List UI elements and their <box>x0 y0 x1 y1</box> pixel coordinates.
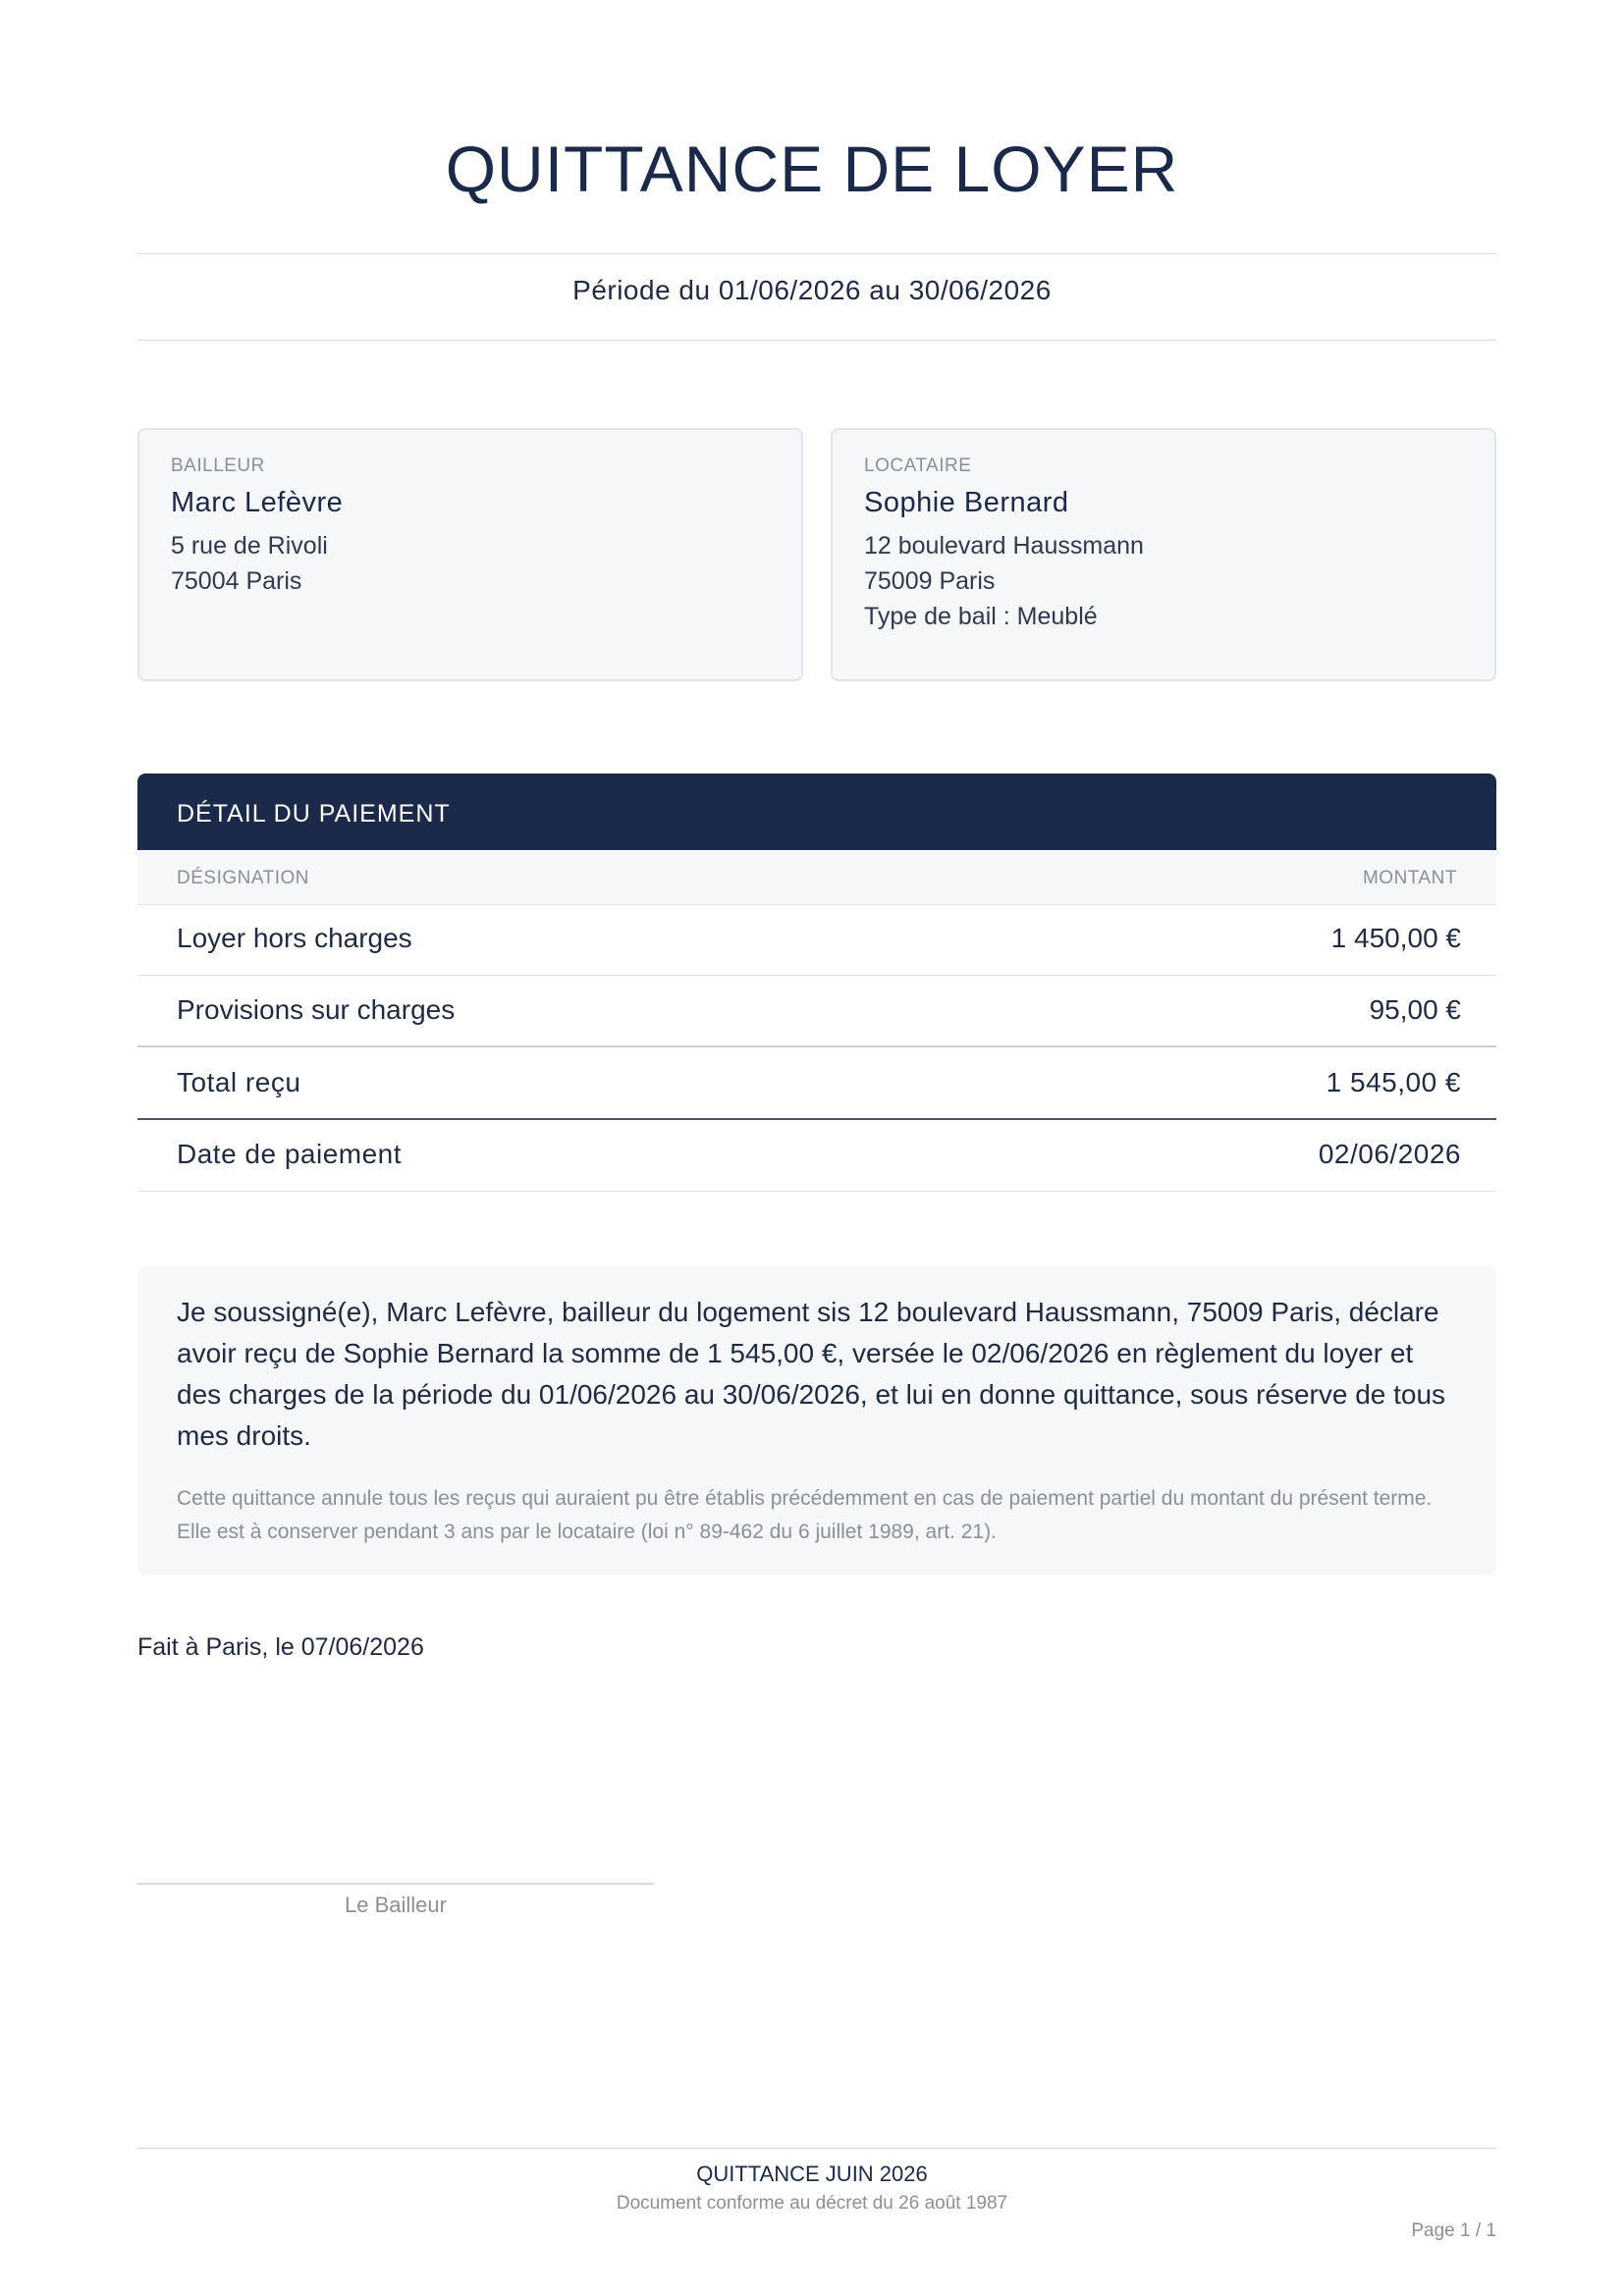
row-label: Loyer hors charges <box>177 923 412 953</box>
tenant-address-line1: 12 boulevard Haussmann <box>864 532 1144 560</box>
tenant-lease-type: Type de bail : Meublé <box>864 603 1098 630</box>
page-number: Page 1 / 1 <box>1411 2220 1496 2241</box>
tenant-card <box>831 428 1496 681</box>
column-designation: DÉSIGNATION <box>177 868 309 888</box>
table-row <box>137 905 1496 976</box>
row-label: Provisions sur charges <box>177 994 456 1025</box>
signature-line <box>137 1883 654 1885</box>
total-label: Total reçu <box>177 1067 301 1097</box>
tenant-label: LOCATAIRE <box>864 455 972 476</box>
column-amount: MONTANT <box>1362 868 1457 888</box>
landlord-card <box>137 428 803 681</box>
payment-date-label: Date de paiement <box>177 1139 403 1169</box>
document-title: QUITTANCE DE LOYER <box>445 133 1179 205</box>
payment-column-headers <box>137 850 1496 905</box>
row-value: 1 450,00 € <box>1330 923 1461 953</box>
payment-date-value: 02/06/2026 <box>1318 1139 1461 1169</box>
footer-divider <box>137 2148 1496 2149</box>
place-date: Fait à Paris, le 07/06/2026 <box>137 1633 424 1661</box>
tenant-name: Sophie Bernard <box>864 487 1069 518</box>
footer-subtitle: Document conforme au décret du 26 août 1987 <box>616 2193 1008 2214</box>
receipt-statement <box>137 1266 1496 1575</box>
payment-date-row <box>137 1121 1496 1192</box>
total-value: 1 545,00 € <box>1326 1067 1461 1097</box>
statement-text: Je soussigné(e), Marc Lefèvre, bailleur du logement sis 12 boulevard Haussmann, 75009 Paris, déclare avoir reçu de Sophie Bernard la somme de 1 545,00 €, versée le 02/06/2026 en règlement du loyer et des charges de la période du 01/06/2026 au 30/06/2026, et lui en donne quittance, sous réserve de tous mes droits. <box>177 1297 1446 1451</box>
period-text: Période du 01/06/2026 au 30/06/2026 <box>572 275 1052 305</box>
signature-label: Le Bailleur <box>345 1893 447 1917</box>
row-value: 95,00 € <box>1369 994 1461 1025</box>
table-row <box>137 977 1496 1047</box>
landlord-address-line1: 5 rue de Rivoli <box>171 532 328 560</box>
landlord-address-line2: 75004 Paris <box>171 567 302 595</box>
legal-note: Cette quittance annule tous les reçus qui auraient pu être établis précédemment en cas de paiement partiel du montant du présent terme. Elle est à conserver pendant 3 ans par le locataire (loi n° 89-462 du 6 juillet 1989, art. 21). <box>177 1487 1433 1543</box>
footer-title: QUITTANCE JUIN 2026 <box>696 2162 928 2186</box>
tenant-address-line2: 75009 Paris <box>864 567 996 595</box>
landlord-name: Marc Lefèvre <box>171 487 344 518</box>
payment-section-title: DÉTAIL DU PAIEMENT <box>137 774 1496 850</box>
divider <box>137 253 1496 254</box>
divider <box>137 340 1496 341</box>
landlord-label: BAILLEUR <box>171 455 265 476</box>
total-row <box>137 1049 1496 1120</box>
